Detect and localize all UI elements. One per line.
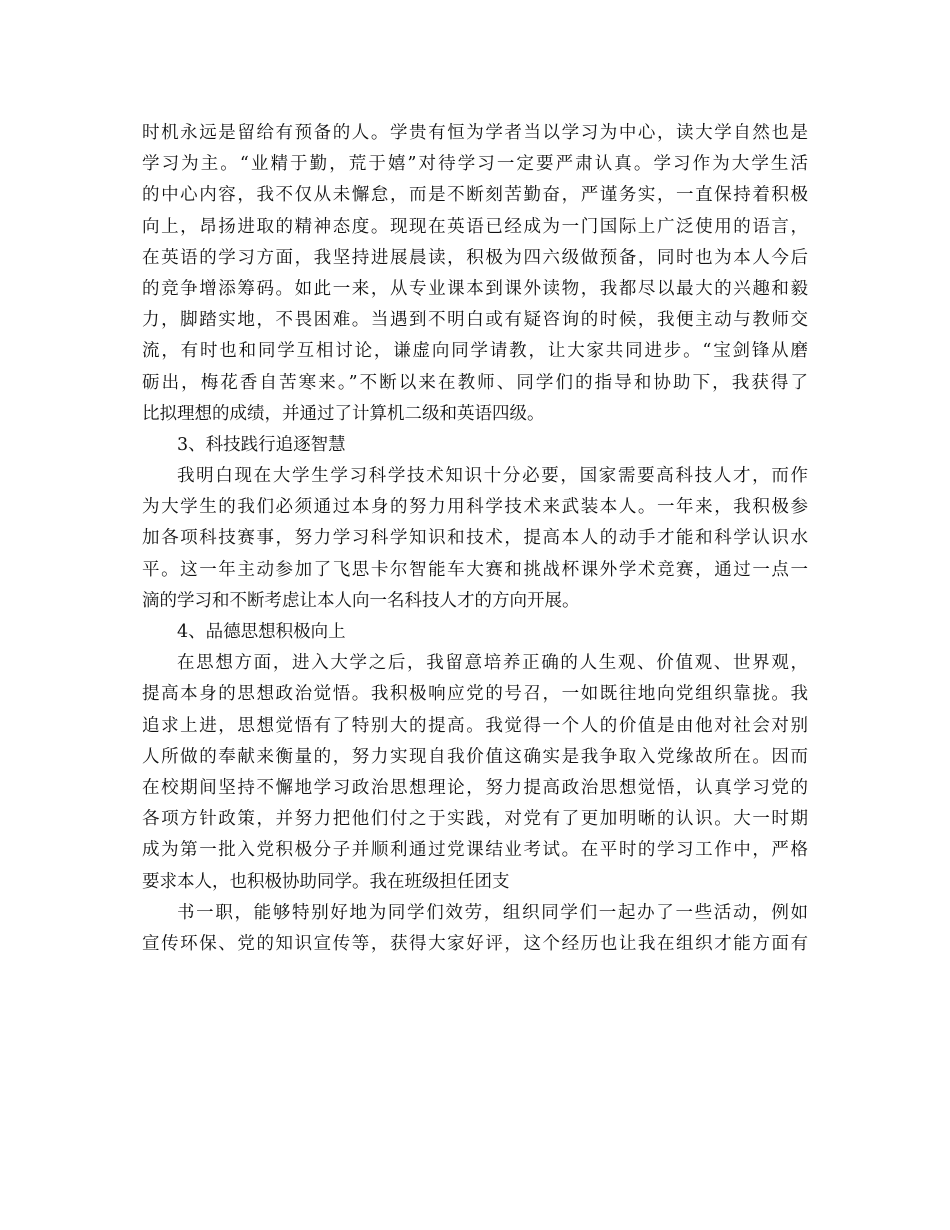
text-line: 学习为主。“业精于勤，荒于嬉”对待学习一定要严肃认真。学习作为大学生活 — [142, 154, 808, 175]
text-line: 在思想方面，进入大学之后，我留意培养正确的人生观、价值观、世界观， — [177, 653, 808, 674]
text-line: 要求本人，也积极协助同学。我在班级担任团支 — [142, 871, 510, 892]
text-line: 在校期间坚持不懈地学习政治思想理论，努力提高政治思想觉悟，认真学习党的 — [142, 777, 808, 798]
text-line: 砺出，梅花香自苦寒来。”不断以来在教师、同学们的指导和协助下，我获得了 — [142, 372, 808, 393]
text-line: 4、品德思想积极向上 — [177, 622, 346, 642]
text-line: 追求上进，思想觉悟有了特别大的提高。我觉得一个人的价值是由他对社会对别 — [142, 715, 808, 736]
text-line: 为大学生的我们必须通过本身的努力用科学技术来武装本人。一年来，我积极参 — [142, 497, 808, 518]
document-page — [142, 118, 808, 960]
text-line: 宣传环保、党的知识宣传等，获得大家好评，这个经历也让我在组织才能方面有 — [142, 933, 808, 954]
text-line: 力，脚踏实地，不畏困难。当遇到不明白或有疑咨询的时候，我便主动与教师交 — [142, 310, 808, 331]
text-line: 的竞争增添筹码。如此一来，从专业课本到课外读物，我都尽以最大的兴趣和毅 — [142, 278, 808, 299]
text-line: 人所做的奉献来衡量的，努力实现自我价值这确实是我争取入党缘故所在。因而 — [142, 746, 808, 767]
text-line: 平。这一年主动参加了飞思卡尔智能车大赛和挑战杯课外学术竞赛，通过一点一 — [142, 559, 808, 580]
text-line: 的中心内容，我不仅从未懈怠，而是不断刻苦勤奋，严谨务实，一直保持着积极 — [142, 185, 808, 206]
text-line: 向上，昂扬进取的精神态度。现现在英语已经成为一门国际上广泛使用的语言， — [142, 216, 808, 237]
text-line: 提高本身的思想政治觉悟。我积极响应党的号召，一如既往地向党组织靠拢。我 — [142, 684, 808, 705]
text-line: 书一职，能够特别好地为同学们效劳，组织同学们一起办了一些活动，例如 — [177, 902, 808, 923]
text-line: 我明白现在大学生学习科学技术知识十分必要，国家需要高科技人才，而作 — [177, 466, 808, 487]
text-line: 在英语的学习方面，我坚持进展晨读，积极为四六级做预备，同时也为本人今后 — [142, 247, 808, 268]
text-line: 滴的学习和不断考虑让本人向一名科技人才的方向开展。 — [142, 590, 580, 611]
text-line: 流，有时也和同学互相讨论，谦虚向同学请教，让大家共同进步。“宝剑锋从磨 — [142, 341, 808, 362]
text-line: 各项方针政策，并努力把他们付之于实践，对党有了更加明晰的认识。大一时期 — [142, 809, 808, 830]
text-line: 比拟理想的成绩，并通过了计算机二级和英语四级。 — [142, 403, 545, 424]
text-line: 加各项科技赛事，努力学习科学知识和技术，提高本人的动手才能和科学认识水 — [142, 528, 808, 549]
text-line: 3、科技践行追逐智慧 — [177, 434, 346, 455]
text-line: 时机永远是留给有预备的人。学贵有恒为学者当以学习为中心，读大学自然也是 — [142, 123, 808, 143]
text-line: 成为第一批入党积极分子并顺利通过党课结业考试。在平时的学习工作中，严格 — [142, 840, 808, 861]
